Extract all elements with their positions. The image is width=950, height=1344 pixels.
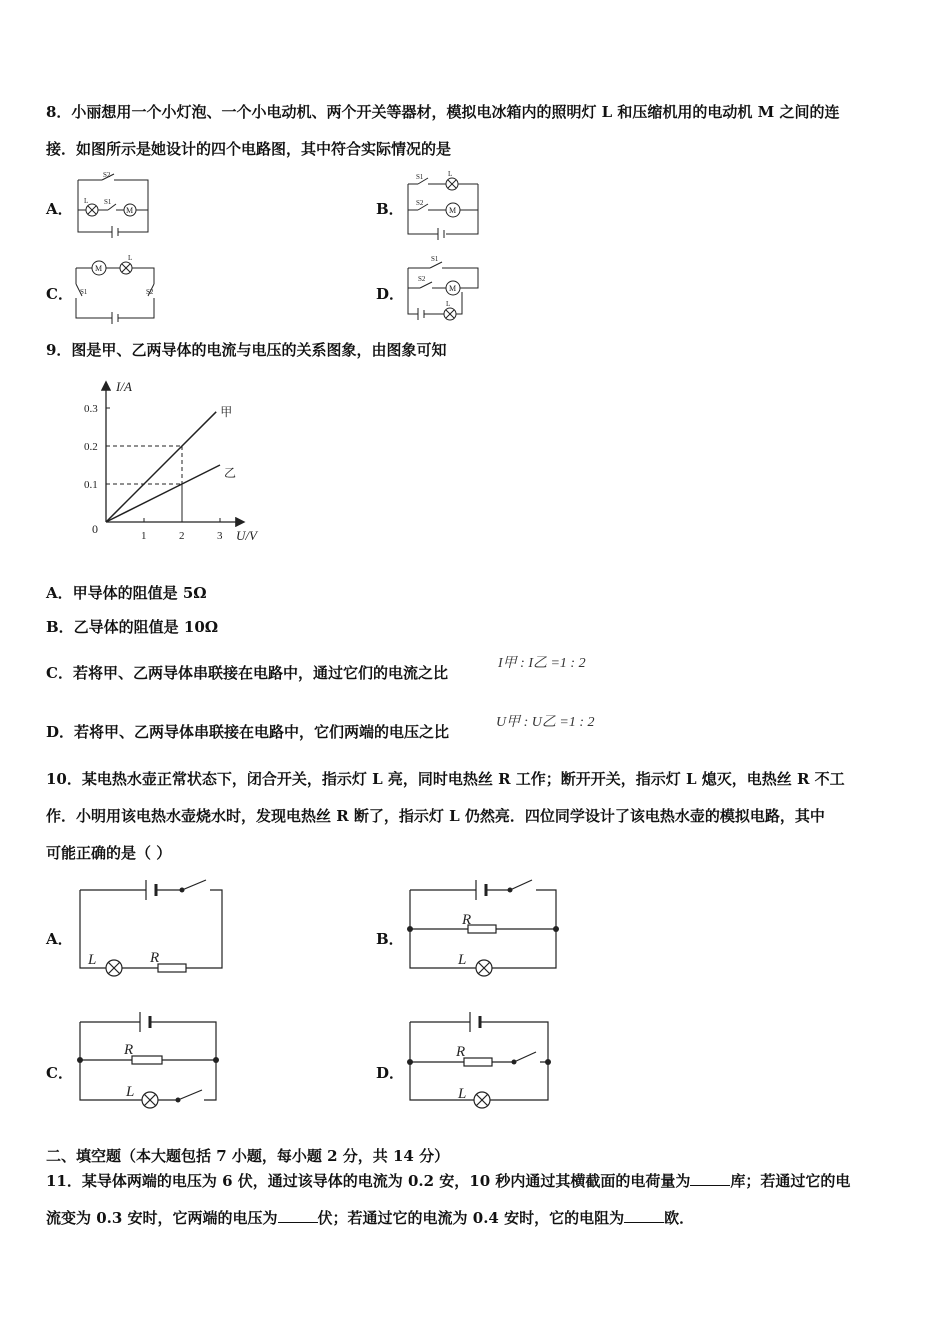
q9-iv-chart xyxy=(78,375,268,550)
q9-option-b[interactable]: B．乙导体的阻值是 10Ω xyxy=(46,618,219,636)
q10-option-a-circuit xyxy=(72,874,232,980)
q9-option-c[interactable]: C．若将甲、乙两导体串联接在电路中，通过它们的电流之比 xyxy=(46,664,448,682)
resistor-symbol xyxy=(468,925,496,933)
label-l: L xyxy=(458,952,467,968)
switch-blade xyxy=(510,880,532,890)
q11-text-part3: 流变为 0.3 安时，它两端的电压为 xyxy=(46,1209,278,1227)
wire-loop xyxy=(80,1022,216,1100)
q10-stem-line3: 可能正确的是（ ） xyxy=(46,844,172,862)
label-l: L xyxy=(84,197,89,205)
label-s2: S2 xyxy=(418,275,426,283)
y-tick-label: 0.2 xyxy=(84,441,98,453)
q8-option-b-label[interactable]: B． xyxy=(376,200,404,218)
label-m: M xyxy=(95,264,103,273)
series-label: 甲 xyxy=(220,404,233,419)
series-label: 乙 xyxy=(224,466,237,480)
q10-stem-line2: 作．小明用该电热水壶烧水时，发现电热丝 R 断了，指示灯 L 仍然亮．四位同学设计了该电热水壶的模拟电路，其中 xyxy=(46,807,825,825)
label-s2: S2 xyxy=(146,288,154,296)
q9-option-d[interactable]: D．若将甲、乙两导体串联接在电路中，它们两端的电压之比 xyxy=(46,723,450,741)
q9-option-c-formula: I甲 : I乙 =1 : 2 xyxy=(498,656,586,671)
label-l: L xyxy=(448,170,453,178)
label-l: L xyxy=(446,300,451,308)
label-m: M xyxy=(449,284,457,293)
label-r: R xyxy=(150,950,160,966)
q11-blank-1[interactable] xyxy=(690,1171,730,1186)
y-tick-label: 0.1 xyxy=(84,479,98,491)
label-l: L xyxy=(126,1084,135,1100)
q8-option-a-circuit xyxy=(72,168,154,240)
q8-option-a-label[interactable]: A． xyxy=(46,200,73,218)
series-line-jia xyxy=(106,412,216,522)
q10-option-d-label[interactable]: D． xyxy=(376,1064,405,1082)
resistor-symbol xyxy=(132,1056,162,1064)
switch-blade xyxy=(182,880,206,890)
label-l: L xyxy=(88,952,97,968)
q8-option-c-circuit xyxy=(70,254,160,324)
label-s2: S2 xyxy=(416,199,424,207)
q11-text-part1: 11．某导体两端的电压为 6 伏，通过该导体的电流为 0.2 安，10 秒内通过其横截面的电荷量为 xyxy=(46,1172,691,1190)
wire-outer xyxy=(408,184,478,234)
q10-option-d-circuit xyxy=(402,1008,557,1112)
q10-option-c-label[interactable]: C． xyxy=(46,1064,73,1082)
switch-blade xyxy=(514,1052,536,1062)
q8-option-d-circuit xyxy=(402,252,482,324)
q11-line2 xyxy=(46,1207,694,1229)
q11-text-part5: 欧． xyxy=(664,1209,695,1227)
q11-blank-3[interactable] xyxy=(624,1208,664,1223)
q10-option-c-circuit xyxy=(72,1008,227,1112)
series-line-yi xyxy=(106,465,220,522)
label-m: M xyxy=(126,206,134,215)
q11-blank-2[interactable] xyxy=(278,1208,318,1223)
x-tick-label: 3 xyxy=(217,530,223,542)
wire-loop xyxy=(76,268,154,318)
label-r: R xyxy=(462,912,472,928)
q10-option-a-label[interactable]: A． xyxy=(46,930,73,948)
x-axis-label: U/V xyxy=(236,528,257,543)
q11-text-part4: 伏；若通过它的电流为 0.4 安时，它的电阻为 xyxy=(317,1209,625,1227)
x-tick-label: 1 xyxy=(141,530,147,542)
label-s1: S1 xyxy=(80,288,88,296)
q8-option-d-label[interactable]: D． xyxy=(376,285,405,303)
q10-stem-line1: 10．某电热水壶正常状态下，闭合开关，指示灯 L 亮，同时电热丝 R 工作；断开开关，指示灯 L 熄灭，电热丝 R 不工 xyxy=(46,770,845,788)
label-l: L xyxy=(128,254,133,262)
label-r: R xyxy=(456,1044,466,1060)
q8-option-c-label[interactable]: C． xyxy=(46,285,73,303)
q9-option-a[interactable]: A．甲导体的阻值是 5Ω xyxy=(46,584,207,602)
label-s2: S2 xyxy=(103,171,111,179)
label-m: M xyxy=(449,206,457,215)
resistor-symbol xyxy=(464,1058,492,1066)
resistor-symbol xyxy=(158,964,186,972)
q8-stem-line1: 8．小丽想用一个小灯泡、一个小电动机、两个开关等器材，模拟电冰箱内的照明灯 L 和压缩机用的电动机 M 之间的连 xyxy=(46,103,840,121)
section2-heading: 二、填空题（本大题包括 7 小题，每小题 2 分，共 14 分） xyxy=(46,1147,450,1165)
label-s1: S1 xyxy=(104,198,112,206)
q11-line1 xyxy=(46,1170,850,1192)
q10-option-b-label[interactable]: B． xyxy=(376,930,404,948)
q10-option-b-circuit xyxy=(402,874,567,980)
y-axis-label: I/A xyxy=(116,379,132,394)
q9-stem: 9．图是甲、乙两导体的电流与电压的关系图象，由图象可知 xyxy=(46,341,447,359)
wire-loop xyxy=(410,1022,548,1100)
q11-text-part2: 库；若通过它的电 xyxy=(730,1172,851,1190)
switch-blade xyxy=(178,1090,202,1100)
q9-option-d-formula: U甲 : U乙 =1 : 2 xyxy=(496,715,595,730)
label-s1: S1 xyxy=(416,173,424,181)
q8-option-b-circuit xyxy=(402,168,482,240)
x-tick-label: 2 xyxy=(179,530,185,542)
y-tick-label: 0.3 xyxy=(84,403,98,415)
origin-label: 0 xyxy=(92,522,98,536)
label-r: R xyxy=(124,1042,134,1058)
label-l: L xyxy=(458,1086,467,1102)
q8-stem-line2: 接．如图所示是她设计的四个电路图，其中符合实际情况的是 xyxy=(46,140,452,158)
label-s1: S1 xyxy=(431,255,439,263)
